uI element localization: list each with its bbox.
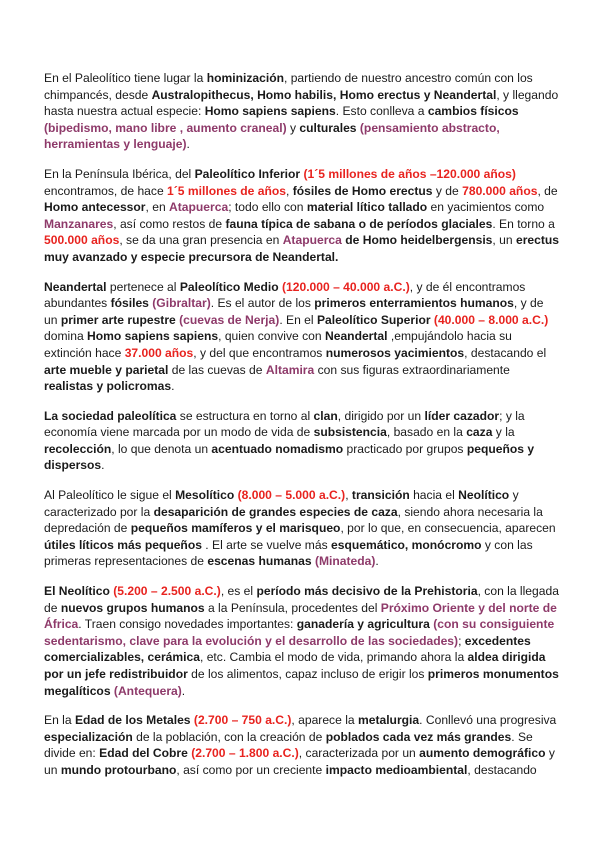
text-run: Al Paleolítico le sigue el bbox=[44, 488, 176, 503]
bold-term: especialización bbox=[44, 729, 133, 744]
text-run: , partiendo de nuestro ancestro común con los chimpancés, desde bbox=[44, 71, 533, 102]
text-run: ,empujándolo hacia su extinción hace bbox=[44, 329, 512, 360]
bold-term: desaparición de grandes especies de caza bbox=[153, 504, 398, 519]
date-highlight: 37.000 años bbox=[124, 345, 194, 360]
bold-term: La sociedad paleolítica bbox=[44, 408, 177, 423]
bold-term: excedentes comercializables, cerámica bbox=[44, 633, 531, 665]
bold-term: nuevos grupos humanos bbox=[60, 600, 205, 615]
paragraph-neolithic bbox=[44, 583, 560, 699]
date-highlight: 780.000 años bbox=[462, 183, 538, 198]
bold-term: primer arte rupestre bbox=[60, 312, 176, 327]
text-run: . Traen consigo novedades importantes: bbox=[78, 617, 297, 632]
bold-term: recolección bbox=[44, 441, 112, 456]
text-run: , destacando el bbox=[464, 345, 547, 360]
bold-term: de Homo heidelbergensis bbox=[345, 233, 493, 248]
text-run: . bbox=[181, 683, 186, 698]
paragraph-paleolithic-hominization bbox=[44, 70, 560, 153]
text-run: ; todo ello con bbox=[228, 200, 307, 215]
place-highlight: Manzanares bbox=[44, 216, 114, 231]
paragraph-mesolithic bbox=[44, 487, 560, 570]
text-run: practicado por grupos bbox=[343, 441, 467, 456]
text-run: . El arte se vuelve más bbox=[201, 537, 331, 552]
bold-term: Australopithecus, Homo habilis, Homo erectus y Neandertal bbox=[151, 87, 497, 102]
text-run: hacia el bbox=[409, 488, 459, 503]
text-run: de las cuevas de bbox=[168, 362, 266, 377]
text-run: de la población, con la creación de bbox=[132, 729, 326, 744]
text-run: . bbox=[101, 458, 105, 473]
bold-term: culturales bbox=[299, 120, 357, 135]
date-highlight: (5.200 – 2.500 a.C.) bbox=[113, 584, 221, 599]
paragraph-metal-ages bbox=[44, 712, 560, 778]
date-highlight: 500.000 años bbox=[44, 233, 120, 248]
place-highlight: (Gibraltar) bbox=[152, 296, 211, 311]
text-run: En el Paleolítico tiene lugar la bbox=[44, 71, 207, 85]
bold-term: impacto medioambiental bbox=[325, 762, 468, 777]
text-run: , y del que encontramos bbox=[193, 345, 326, 360]
text-run: y de bbox=[432, 183, 463, 198]
place-highlight: (con su consiguiente sedentarismo, clave para la evolución y el desarrollo de las sociedades) bbox=[44, 617, 555, 648]
text-run: y con las primeras representaciones de bbox=[44, 537, 533, 569]
text-run: , lo que denota un bbox=[111, 441, 212, 456]
date-highlight: 1´5 millones de años bbox=[167, 183, 286, 198]
bold-term: primeros monumentos megalíticos bbox=[44, 667, 559, 698]
place-highlight: (pensamiento abstracto, herramientas y lenguaje) bbox=[44, 120, 500, 152]
bold-term: Edad de los Metales bbox=[74, 713, 191, 728]
text-run: con sus figuras extraordinariamente bbox=[314, 362, 510, 377]
text-run: . En torno a bbox=[492, 216, 555, 231]
text-run: , y de un bbox=[44, 296, 544, 327]
text-run: y caracterizado por la bbox=[44, 488, 519, 519]
bold-term: esquemático, monócromo bbox=[331, 537, 482, 552]
bold-term: período más decisivo de la Prehistoria bbox=[256, 584, 478, 599]
bold-term: clan bbox=[313, 408, 338, 423]
text-run: , se da una gran presencia en bbox=[119, 233, 283, 248]
text-run: en yacimientos como bbox=[427, 200, 545, 215]
bold-term: aldea dirigida por un jefe redistribuidor bbox=[44, 650, 546, 681]
bold-term: pequeños y dispersos bbox=[44, 441, 535, 473]
text-run: , un bbox=[492, 233, 516, 248]
bold-term: Neandertal bbox=[44, 279, 107, 294]
date-highlight: (8.000 – 5.000 a.C.) bbox=[237, 488, 346, 503]
bold-term: acentuado nomadismo bbox=[211, 441, 344, 456]
text-run: , así como restos de bbox=[113, 216, 226, 231]
bold-term: Homo sapiens sapiens bbox=[87, 329, 219, 344]
bold-term: Homo antecessor bbox=[44, 200, 146, 215]
paragraph-middle-upper-paleolithic bbox=[44, 279, 560, 395]
bold-term: Neolítico bbox=[458, 488, 510, 503]
bold-term: útiles líticos más pequeños bbox=[44, 537, 202, 552]
date-highlight: (2.700 – 1.800 a.C.) bbox=[191, 746, 299, 761]
text-run: , etc. Cambia el modo de vida, primando ahora la bbox=[199, 650, 468, 665]
text-run: . Es el autor de los bbox=[210, 296, 315, 311]
bold-term: material lítico tallado bbox=[306, 200, 428, 215]
bold-term: fósiles de Homo erectus bbox=[292, 183, 433, 198]
bold-term: fósiles bbox=[110, 296, 149, 311]
text-run: . Conllevó una progresiva bbox=[419, 713, 557, 728]
bold-term: Edad del Cobre bbox=[99, 746, 188, 761]
date-highlight: (120.000 – 40.000 a.C.) bbox=[281, 279, 410, 294]
bold-term: erectus muy avanzado y especie precursora de Neandertal. bbox=[44, 233, 559, 264]
text-run: , de bbox=[537, 183, 558, 198]
bold-term: Homo sapiens sapiens bbox=[204, 104, 336, 119]
bold-term: arte mueble y parietal bbox=[44, 362, 169, 377]
bold-term: realistas y policromas bbox=[44, 379, 172, 394]
bold-term: mundo protourbano bbox=[60, 762, 177, 777]
text-run: En la Península Ibérica, del bbox=[44, 166, 195, 181]
text-run: , en bbox=[145, 200, 170, 215]
bold-term: primeros enterramientos humanos bbox=[314, 296, 514, 311]
bold-term: pequeños mamíferos y el marisqueo bbox=[130, 521, 341, 536]
paragraph-paleolithic-society bbox=[44, 408, 560, 474]
date-highlight: (2.700 – 750 a.C.) bbox=[193, 713, 292, 728]
date-highlight: (1´5 millones de años –120.000 años) bbox=[303, 166, 516, 181]
place-highlight: (cuevas de Nerja) bbox=[179, 312, 280, 327]
text-run: ; y la economía viene marcada por un modo de vida de bbox=[44, 408, 525, 440]
text-run: , es el bbox=[220, 584, 257, 599]
bold-term: aumento demográfico bbox=[419, 746, 546, 761]
bold-term: El Neolítico bbox=[44, 584, 110, 599]
text-run: de los alimentos, capaz incluso de erigir los bbox=[187, 667, 428, 681]
bold-term: metalurgia bbox=[357, 713, 420, 728]
paragraph-lower-paleolithic bbox=[44, 166, 560, 266]
text-run: , basado en la bbox=[386, 425, 467, 440]
text-run: . Se divide en: bbox=[44, 729, 533, 761]
text-run: . bbox=[171, 379, 175, 394]
text-run: , dirigido por un bbox=[337, 408, 425, 423]
place-highlight: (Antequera) bbox=[113, 683, 182, 698]
text-run: . Esto conlleva a bbox=[335, 104, 428, 119]
text-run: . bbox=[375, 554, 379, 569]
bold-term: Paleolítico Medio bbox=[179, 279, 279, 294]
text-run: , aparece la bbox=[291, 713, 358, 728]
place-highlight: (Minateda) bbox=[314, 554, 376, 569]
bold-term: ganadería y agricultura bbox=[296, 617, 430, 632]
text-run: . En el bbox=[279, 312, 317, 327]
text-run: , así como por un creciente bbox=[176, 762, 326, 777]
place-highlight: Altamira bbox=[265, 362, 315, 377]
text-run: se estructura en torno al bbox=[176, 408, 314, 423]
text-run: encontramos, de hace bbox=[44, 183, 168, 198]
text-run: , bbox=[345, 488, 352, 503]
place-highlight: (bipedismo, mano libre , aumento craneal) bbox=[44, 120, 287, 135]
date-highlight: (40.000 – 8.000 a.C.) bbox=[433, 312, 549, 327]
text-run: y un bbox=[44, 746, 555, 777]
bold-term: transición bbox=[351, 488, 410, 503]
text-run: En la bbox=[44, 713, 75, 728]
bold-term: caza bbox=[466, 425, 493, 440]
bold-term: subsistencia bbox=[313, 425, 387, 440]
text-run: , y llegando hasta nuestra actual especie: bbox=[44, 87, 559, 119]
bold-term: líder cazador bbox=[424, 408, 500, 423]
bold-term: Paleolítico Inferior bbox=[194, 166, 301, 181]
text-run: y bbox=[286, 120, 300, 135]
text-run: . bbox=[186, 137, 190, 152]
bold-term: Neandertal bbox=[325, 329, 388, 344]
text-run: , y de él encontramos abundantes bbox=[44, 279, 526, 311]
text-run: domina bbox=[44, 329, 88, 344]
place-highlight: Atapuerca bbox=[282, 233, 342, 248]
bold-term: poblados cada vez más grandes bbox=[325, 729, 512, 744]
text-run: , bbox=[286, 183, 293, 198]
text-run: a la Península, procedentes del bbox=[204, 600, 381, 615]
text-run: , con la llegada de bbox=[44, 584, 559, 615]
place-highlight: Atapuerca bbox=[169, 200, 229, 215]
text-run: y la bbox=[492, 425, 515, 440]
bold-term: escenas humanas bbox=[207, 554, 312, 569]
bold-term: cambios físicos bbox=[427, 104, 519, 119]
bold-term: fauna típica de sabana o de períodos glaciales bbox=[225, 216, 493, 231]
bold-term: hominización bbox=[206, 71, 284, 85]
text-run: , caracterizada por un bbox=[298, 746, 420, 761]
text-run: ; bbox=[458, 633, 465, 648]
text-run: , quien convive con bbox=[218, 329, 325, 344]
place-highlight: Próximo Oriente y del norte de África bbox=[44, 600, 557, 632]
text-run: , siendo ahora necesaria la depredación de bbox=[44, 504, 543, 536]
text-run: , por lo que, en consecuencia, aparecen bbox=[340, 521, 556, 536]
bold-term: Mesolítico bbox=[175, 488, 235, 503]
bold-term: numerosos yacimientos bbox=[325, 345, 465, 360]
bold-term: Paleolítico Superior bbox=[316, 312, 431, 327]
text-run: pertenece al bbox=[106, 279, 180, 294]
text-run: , destacando bbox=[467, 762, 537, 777]
